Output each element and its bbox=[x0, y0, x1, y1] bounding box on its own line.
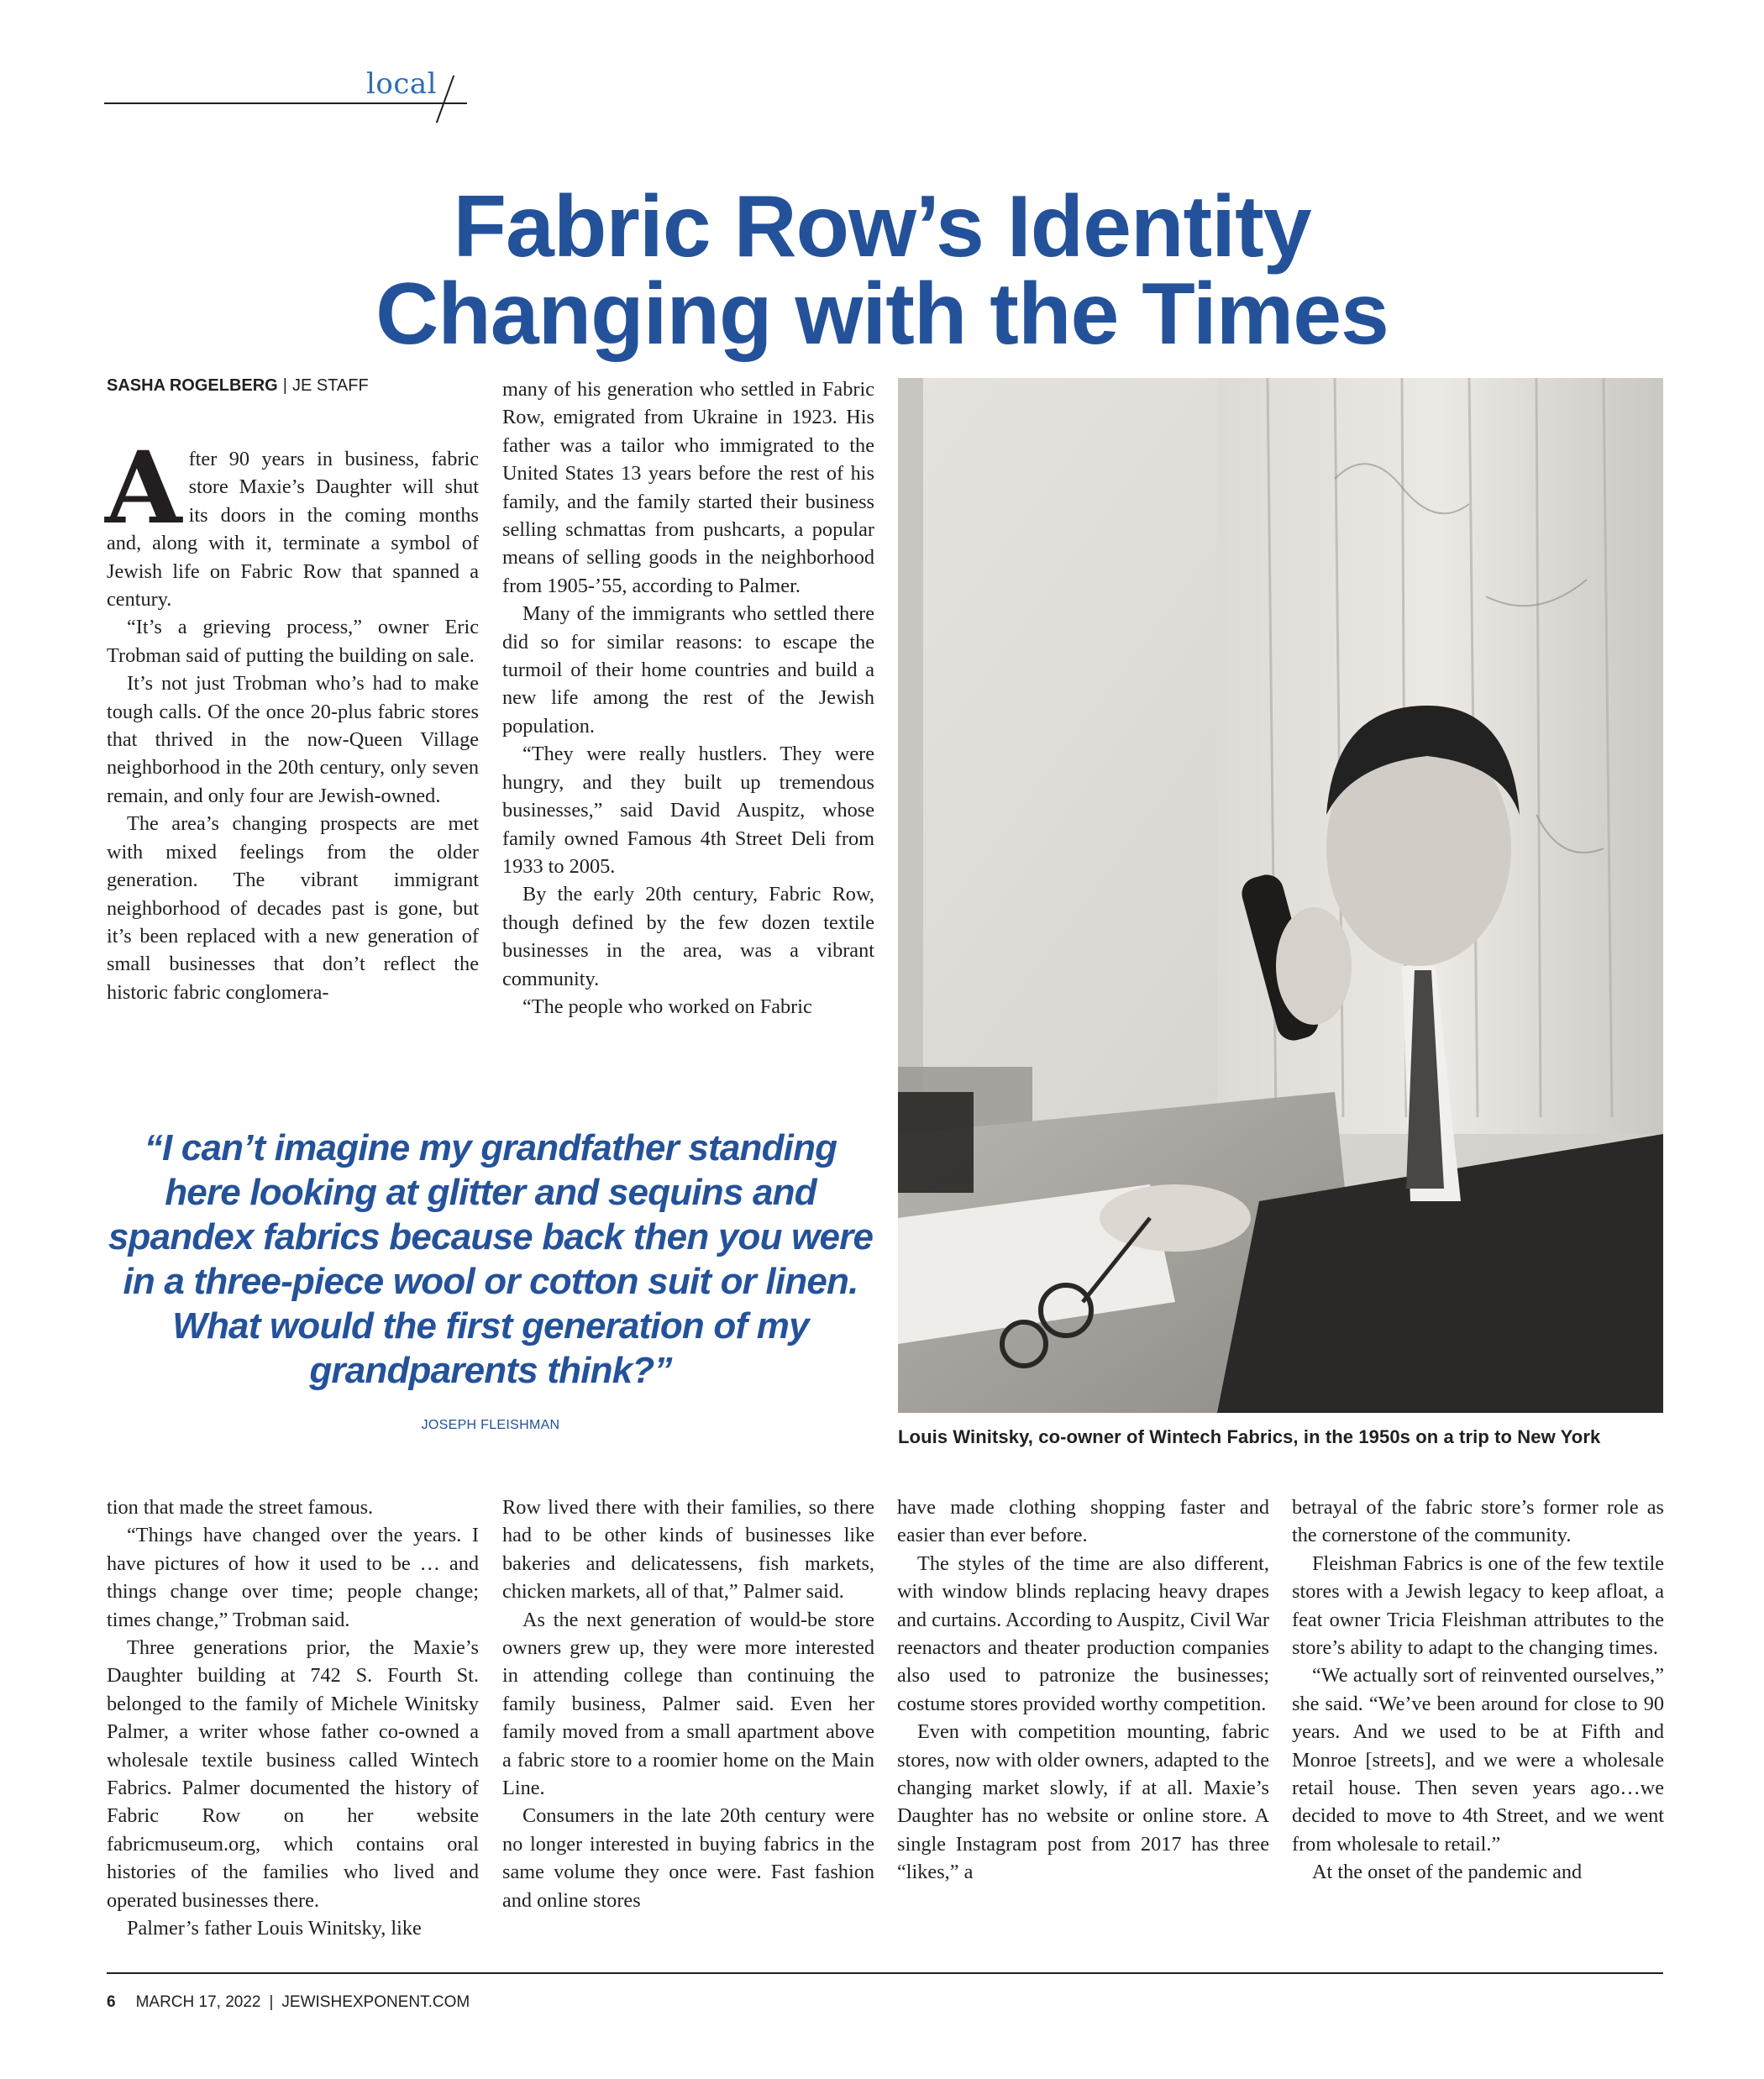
article-paragraph: “It’s a grieving process,” owner Eric Trobman said of putting the building on sale. bbox=[107, 616, 479, 667]
article-paragraph: Row lived there with their families, so there had to be other kinds of businesses like bakeries and delicatessens, fish markets, chicken markets, all of that,” Palmer said. bbox=[502, 1496, 874, 1604]
article-paragraph: betrayal of the fabric store’s former role as the cornerstone of the community. bbox=[1292, 1496, 1664, 1547]
article-paragraph: The styles of the time are also different, with window blinds replacing heavy drapes and curtains. According to Auspitz, Civil War reenactors and theater production companies also used to patronize the businesses; costume stores provided worthy competition. bbox=[897, 1551, 1269, 1715]
article-paragraph: Even with competition mounting, fabric stores, now with older owners, adapted to the changing market slowly, if at all. Maxie’s Daughter has no website or online store. A single Instagram post from 2017 has three “likes,” a bbox=[897, 1720, 1269, 1884]
article-paragraph: Many of the immigrants who settled there did so for similar reasons: to escape the turmoil of their home countries and build a new life among the rest of the Jewish population. bbox=[502, 602, 874, 738]
article-paragraph: By the early 20th century, Fabric Row, though defined by the few dozen textile businesses in the area, was a vibrant community. bbox=[502, 883, 874, 990]
article-paragraph: Consumers in the late 20th century were no longer interested in buying fabrics in the same volume they once were. Fast fashion and online stores bbox=[502, 1804, 874, 1912]
photo-illustration bbox=[898, 378, 1663, 1413]
article-paragraph: “We actually sort of reinvented ourselves,” she said. “We’ve been around for close to 90 years. And we used to be at Fifth and Monroe [streets], and we were a wholesale retail house. Then seven years ago…we decided to move to 4th Street, and we went from wholesale to retail.” bbox=[1292, 1664, 1664, 1856]
issue-date: MARCH 17, 2022 bbox=[135, 1993, 261, 2011]
footer-rule bbox=[107, 1972, 1663, 1974]
page-footer bbox=[107, 1993, 470, 2012]
byline-author: SASHA ROGELBERG bbox=[107, 376, 278, 395]
article-paragraph: have made clothing shopping faster and easier than ever before. bbox=[897, 1496, 1269, 1547]
headline bbox=[0, 178, 1764, 363]
article-paragraph: tion that made the street famous. bbox=[107, 1496, 374, 1519]
photo-caption: Louis Winitsky, co-owner of Wintech Fabrics, in the 1950s on a trip to New York bbox=[898, 1426, 1601, 1447]
article-paragraph: “The people who worked on Fabric bbox=[522, 995, 812, 1018]
pull-quote-attribution: JOSEPH FLEISHMAN bbox=[421, 1418, 560, 1432]
publication-site: JEWISHEXPONENT.COM bbox=[281, 1993, 470, 2011]
article-paragraph: Three generations prior, the Maxie’s Daughter building at 742 S. Fourth St. belonged to the family of Michele Winitsky Palmer, a writer whose father co-owned a wholesale textile business called Wintech Fabrics. Palmer documented the history of Fabric Row on her website fabricmuseum.org, which contains oral histories of the families who lived and operated businesses there. bbox=[107, 1636, 479, 1912]
article-column-6 bbox=[1292, 1494, 1664, 1887]
article-column-4 bbox=[502, 1494, 874, 1914]
article-paragraph: The area’s changing prospects are met with mixed feelings from the older generation. The vibrant immigrant neighborhood of decades past is gone, but it’s been replaced with a new generation of small businesses that don’t reflect the historic fabric conglomera- bbox=[107, 812, 479, 1004]
byline bbox=[107, 376, 369, 396]
article-column-1 bbox=[105, 429, 479, 1006]
article-column-5 bbox=[897, 1494, 1269, 1887]
article-column-3 bbox=[107, 1494, 479, 1943]
article-paragraph: Palmer’s father Louis Winitsky, like bbox=[127, 1917, 422, 1940]
photo-hand-desk bbox=[1100, 1184, 1251, 1252]
headline-line-2: Changing with the Times bbox=[375, 265, 1389, 363]
article-paragraph: At the onset of the pandemic and bbox=[1312, 1861, 1583, 1884]
article-paragraph: many of his generation who settled in Fabric Row, emigrated from Ukraine in 1923. His father was a tailor who immigrated to the United States 13 years before the rest of his family, and the family started their business selling schmattas from pushcarts, a popular means of selling goods in the neighborhood from 1905-’55, according to Palmer. bbox=[502, 378, 874, 597]
footer-separator: | bbox=[269, 1993, 274, 2011]
article-paragraph: Fleishman Fabrics is one of the few textile stores with a Jewish legacy to keep afloat, a feat owner Tricia Fleishman attributes to the store’s ability to adapt to the changing times. bbox=[1292, 1551, 1664, 1660]
article-photo bbox=[898, 378, 1663, 1413]
article-paragraph: “Things have changed over the years. I have pictures of how it used to be … and things change over time; people change; times change,” Trobman said. bbox=[107, 1524, 479, 1631]
article-paragraph: As the next generation of would-be store owners grew up, they were more interested in attending college than continuing the family business, Palmer said. Even her family moved from a small apartment above a fabric store to a roomier home on the Main Line. bbox=[502, 1608, 874, 1800]
byline-separator: | bbox=[282, 376, 287, 395]
section-tag bbox=[104, 66, 470, 124]
section-rule bbox=[104, 102, 467, 104]
article-paragraph: “They were really hustlers. They were hungry, and they built up tremendous businesses,” said David Auspitz, whose family owned Famous 4th Street Deli from 1933 to 2005. bbox=[502, 743, 874, 878]
section-slash-icon bbox=[436, 75, 454, 123]
article-paragraph bbox=[105, 429, 479, 613]
page-number: 6 bbox=[107, 1993, 116, 2011]
section-label: local bbox=[366, 67, 438, 101]
drop-cap: A bbox=[105, 429, 182, 546]
headline-line-1: Fabric Row’s Identity bbox=[453, 178, 1311, 276]
byline-affiliation: JE STAFF bbox=[291, 376, 369, 395]
photo-hand bbox=[1276, 907, 1352, 1025]
article-paragraph: It’s not just Trobman who’s had to make tough calls. Of the once 20-plus fabric stores that thrived in the now-Queen Village neighborhood in the 20th century, only seven remain, and only four are Jewish-owned. bbox=[107, 672, 479, 807]
pull-quote: “I can’t imagine my grandfather standing here looking at glitter and sequins and spandex fabrics because back then you were in a three-piece wool or cotton suit or linen. What would the first generation of my grandparents think?” bbox=[108, 1127, 874, 1391]
paragraph-text: fter 90 years in business, fabric store Maxie’s Daughter will shut its doors in the coming months and, along with it, terminate a symbol of Jewish life on Fabric Row that spanned a century. bbox=[107, 448, 479, 612]
article-column-2 bbox=[502, 375, 874, 1021]
